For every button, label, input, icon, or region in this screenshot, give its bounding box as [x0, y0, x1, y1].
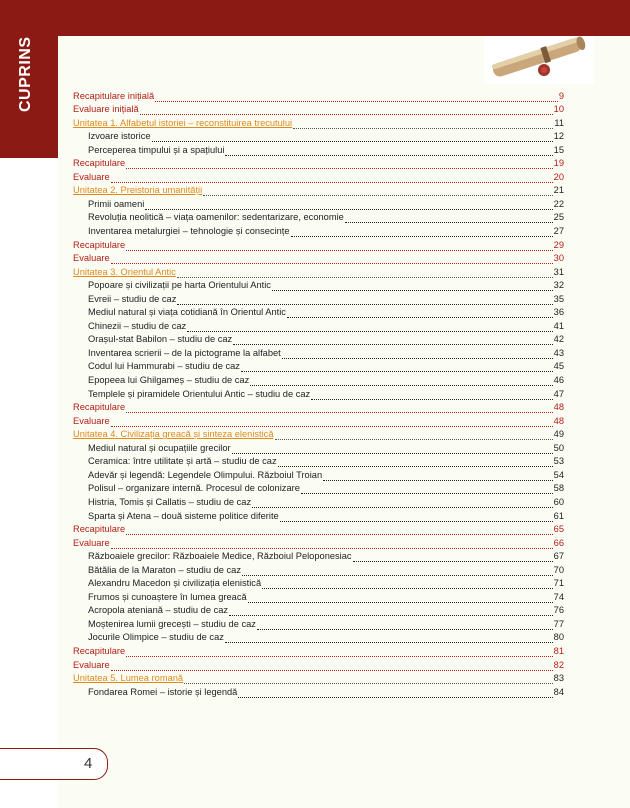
- toc-entry[interactable]: [73, 589, 564, 603]
- toc-entry-page: 61: [553, 510, 564, 521]
- toc-entry-title: Unitatea 3. Orientul Antic: [73, 266, 176, 277]
- toc-entry-page: 19: [553, 158, 564, 169]
- table-of-contents: [73, 88, 564, 698]
- toc-entry-title: Popoare și civilizații pe harta Orientului Antic: [88, 280, 271, 291]
- scroll-illustration: [484, 36, 594, 84]
- toc-entry-page: 27: [553, 226, 564, 237]
- dot-leader: [126, 160, 552, 169]
- dot-leader: [241, 363, 553, 372]
- toc-entry-page: 70: [553, 564, 564, 575]
- dot-leader: [257, 621, 553, 630]
- toc-entry-page: 25: [553, 212, 564, 223]
- toc-entry-title: Unitatea 5. Lumea romană: [73, 673, 184, 684]
- toc-entry-title: Evaluare: [73, 171, 110, 182]
- toc-entry[interactable]: [73, 129, 564, 143]
- toc-entry-page: 83: [553, 673, 564, 684]
- toc-entry[interactable]: [73, 400, 564, 414]
- toc-entry-title: Recapitulare: [73, 158, 126, 169]
- toc-entry-page: 41: [553, 320, 564, 331]
- toc-entry-page: 15: [553, 144, 564, 155]
- toc-entry-page: 22: [553, 198, 564, 209]
- header-band: [0, 0, 630, 36]
- toc-entry-title: Recapitulare inițială: [73, 90, 155, 101]
- dot-leader: [252, 499, 553, 508]
- toc-entry-title: Bătălia de la Maraton – studiu de caz: [88, 564, 241, 575]
- dot-leader: [293, 120, 553, 129]
- dot-leader: [291, 228, 553, 237]
- toc-entry-page: 11: [554, 117, 564, 128]
- toc-entry[interactable]: [73, 115, 564, 129]
- dot-leader: [301, 485, 553, 494]
- dot-leader: [145, 201, 552, 210]
- toc-entry-title: Evaluare: [73, 415, 110, 426]
- toc-entry-title: Histria, Tomis și Callatis – studiu de caz: [88, 496, 252, 507]
- toc-entry-title: Inventarea scrierii – de la pictograme la alfabet: [88, 347, 281, 358]
- toc-entry[interactable]: [73, 318, 564, 332]
- toc-entry-page: 29: [553, 239, 564, 250]
- toc-entry-title: Mediul natural și viața cotidiană în Orientul Antic: [88, 307, 286, 318]
- dot-leader: [126, 242, 552, 251]
- toc-entry-page: 67: [553, 551, 564, 562]
- toc-entry-page: 84: [553, 686, 564, 697]
- section-title: CUPRINS: [17, 36, 34, 112]
- toc-entry-page: 81: [553, 645, 564, 656]
- toc-entry-page: 30: [553, 253, 564, 264]
- dot-leader: [111, 540, 553, 549]
- toc-entry[interactable]: [73, 508, 564, 522]
- toc-entry[interactable]: [73, 671, 564, 685]
- toc-entry[interactable]: [73, 264, 564, 278]
- toc-entry-title: Unitatea 1. Alfabetul istoriei – reconstituirea trecutului: [73, 117, 293, 128]
- toc-entry-page: 9: [558, 90, 564, 101]
- dot-leader: [345, 214, 553, 223]
- toc-entry-page: 46: [553, 375, 564, 386]
- toc-entry[interactable]: [73, 481, 564, 495]
- dot-leader: [126, 648, 552, 657]
- toc-entry-page: 54: [553, 469, 564, 480]
- dot-leader: [275, 431, 553, 440]
- toc-entry-page: 21: [553, 185, 564, 196]
- dot-leader: [140, 106, 553, 115]
- toc-entry[interactable]: [73, 278, 564, 292]
- toc-entry-title: Recapitulare: [73, 645, 126, 656]
- toc-entry-title: Recapitulare: [73, 524, 126, 535]
- dot-leader: [323, 472, 553, 481]
- toc-entry-title: Războaiele grecilor: Războaiele Medice, Războiul Peloponesiac: [88, 551, 352, 562]
- toc-entry-title: Mediul natural și ocupațiile grecilor: [88, 442, 231, 453]
- toc-entry[interactable]: [73, 88, 564, 102]
- toc-entry[interactable]: [73, 603, 564, 617]
- toc-entry[interactable]: [73, 467, 564, 481]
- toc-entry-page: 48: [553, 402, 564, 413]
- toc-entry-title: Polisul – organizare internă. Procesul de colonizare: [88, 483, 300, 494]
- dot-leader: [280, 513, 553, 522]
- toc-entry-page: 48: [553, 415, 564, 426]
- dot-leader: [152, 133, 553, 142]
- toc-entry-page: 10: [553, 104, 564, 115]
- toc-entry-title: Perceperea timpului și a spațiului: [88, 144, 225, 155]
- toc-entry-title: Chinezii – studiu de caz: [88, 320, 187, 331]
- toc-entry-page: 71: [553, 578, 564, 589]
- toc-entry-title: Evaluare: [73, 537, 110, 548]
- toc-entry-title: Acropola ateniană – studiu de caz: [88, 605, 229, 616]
- toc-entry[interactable]: [73, 183, 564, 197]
- toc-entry-page: 31: [553, 266, 564, 277]
- toc-entry-page: 32: [553, 280, 564, 291]
- toc-entry-page: 12: [553, 131, 564, 142]
- toc-entry-page: 58: [553, 483, 564, 494]
- dot-leader: [353, 553, 553, 562]
- toc-entry-page: 66: [553, 537, 564, 548]
- toc-entry-title: Unitatea 4. Civilizația greacă și sinteza elenistică: [73, 429, 274, 440]
- toc-entry-page: 50: [553, 442, 564, 453]
- dot-leader: [177, 269, 553, 278]
- dot-leader: [126, 526, 552, 535]
- toc-entry[interactable]: [73, 359, 564, 373]
- toc-entry-page: 45: [553, 361, 564, 372]
- toc-entry-title: Evaluare: [73, 659, 110, 670]
- dot-leader: [177, 296, 552, 305]
- dot-leader: [311, 391, 552, 400]
- toc-entry[interactable]: [73, 576, 564, 590]
- toc-entry-title: Adevăr și legendă: Legendele Olimpului. Războiul Troian: [88, 469, 323, 480]
- toc-entry-title: Codul lui Hammurabi – studiu de caz: [88, 361, 240, 372]
- dot-leader: [242, 567, 553, 576]
- toc-entry[interactable]: [73, 535, 564, 549]
- toc-entry-title: Recapitulare: [73, 402, 126, 413]
- toc-entry[interactable]: [73, 210, 564, 224]
- toc-entry-title: Sparta și Atena – două sisteme politice diferite: [88, 510, 279, 521]
- toc-entry-page: 47: [553, 388, 564, 399]
- dot-leader: [111, 418, 553, 427]
- toc-entry[interactable]: [73, 494, 564, 508]
- dot-leader: [126, 404, 552, 413]
- toc-entry-title: Revoluția neolitică – viața oamenilor: sedentarizare, economie: [88, 212, 344, 223]
- dot-leader: [232, 445, 553, 454]
- toc-entry[interactable]: [73, 522, 564, 536]
- dot-leader: [225, 147, 552, 156]
- toc-entry[interactable]: [73, 427, 564, 441]
- dot-leader: [262, 580, 553, 589]
- toc-entry-title: Jocurile Olimpice – studiu de caz: [88, 632, 224, 643]
- toc-entry[interactable]: [73, 372, 564, 386]
- toc-entry-page: 43: [553, 347, 564, 358]
- toc-entry-title: Moștenirea lumii grecești – studiu de caz: [88, 618, 256, 629]
- toc-entry[interactable]: [73, 332, 564, 346]
- toc-entry[interactable]: [73, 142, 564, 156]
- toc-entry-page: 76: [553, 605, 564, 616]
- dot-leader: [278, 458, 553, 467]
- dot-leader: [111, 174, 553, 183]
- toc-entry-title: Evaluare inițială: [73, 104, 139, 115]
- toc-entry-title: Evreii – studiu de caz: [88, 293, 177, 304]
- toc-entry-page: 49: [553, 429, 564, 440]
- toc-entry-title: Unitatea 2. Preistoria umanității: [73, 185, 203, 196]
- dot-leader: [272, 282, 553, 291]
- dot-leader: [203, 187, 552, 196]
- toc-entry[interactable]: [73, 684, 564, 698]
- toc-entry[interactable]: [73, 413, 564, 427]
- toc-entry-page: 42: [553, 334, 564, 345]
- toc-entry[interactable]: [73, 630, 564, 644]
- dot-leader: [287, 309, 553, 318]
- toc-entry[interactable]: [73, 549, 564, 563]
- toc-entry[interactable]: [73, 223, 564, 237]
- toc-entry[interactable]: [73, 657, 564, 671]
- toc-entry[interactable]: [73, 169, 564, 183]
- toc-entry-page: 60: [553, 496, 564, 507]
- toc-entry-page: 65: [553, 524, 564, 535]
- toc-entry-title: Primii oameni: [88, 198, 145, 209]
- dot-leader: [184, 675, 553, 684]
- dot-leader: [111, 255, 553, 264]
- dot-leader: [187, 323, 552, 332]
- toc-entry[interactable]: [73, 291, 564, 305]
- toc-entry-page: 35: [553, 293, 564, 304]
- toc-entry-title: Evaluare: [73, 253, 110, 264]
- dot-leader: [111, 662, 553, 671]
- toc-entry[interactable]: [73, 305, 564, 319]
- toc-entry-title: Inventarea metalurgiei – tehnologie și consecințe: [88, 226, 290, 237]
- toc-entry[interactable]: [73, 251, 564, 265]
- toc-entry-page: 80: [553, 632, 564, 643]
- toc-entry-page: 20: [553, 171, 564, 182]
- toc-entry[interactable]: [73, 102, 564, 116]
- toc-entry[interactable]: [73, 156, 564, 170]
- toc-entry-page: 74: [553, 591, 564, 602]
- toc-entry-page: 77: [553, 618, 564, 629]
- toc-entry-page: 36: [553, 307, 564, 318]
- toc-entry-title: Templele și piramidele Orientului Antic – studiu de caz: [88, 388, 311, 399]
- dot-leader: [155, 93, 558, 102]
- toc-entry-title: Alexandru Macedon și civilizația elenistică: [88, 578, 262, 589]
- toc-entry-title: Orașul-stat Babilon – studiu de caz: [88, 334, 233, 345]
- toc-entry-page: 82: [553, 659, 564, 670]
- toc-entry[interactable]: [73, 386, 564, 400]
- toc-entry-page: 53: [553, 456, 564, 467]
- dot-leader: [233, 336, 552, 345]
- toc-entry[interactable]: [73, 237, 564, 251]
- toc-entry-title: Izvoare istorice: [88, 131, 151, 142]
- dot-leader: [225, 634, 553, 643]
- toc-entry-title: Fondarea Romei – istorie și legendă: [88, 686, 238, 697]
- dot-leader: [282, 350, 553, 359]
- toc-entry-title: Epopeea lui Ghilgameș – studiu de caz: [88, 375, 250, 386]
- toc-entry[interactable]: [73, 643, 564, 657]
- dot-leader: [248, 594, 553, 603]
- toc-entry-title: Frumos și cunoaștere în lumea greacă: [88, 591, 247, 602]
- page-number: 4: [84, 755, 93, 772]
- toc-entry-title: Ceramica: între utilitate și artă – studiu de caz: [88, 456, 277, 467]
- toc-entry[interactable]: [73, 345, 564, 359]
- toc-entry[interactable]: [73, 196, 564, 210]
- toc-entry[interactable]: [73, 562, 564, 576]
- toc-entry[interactable]: [73, 440, 564, 454]
- toc-entry-title: Recapitulare: [73, 239, 126, 250]
- dot-leader: [250, 377, 552, 386]
- dot-leader: [238, 689, 552, 698]
- toc-entry[interactable]: [73, 616, 564, 630]
- dot-leader: [229, 607, 553, 616]
- toc-entry[interactable]: [73, 454, 564, 468]
